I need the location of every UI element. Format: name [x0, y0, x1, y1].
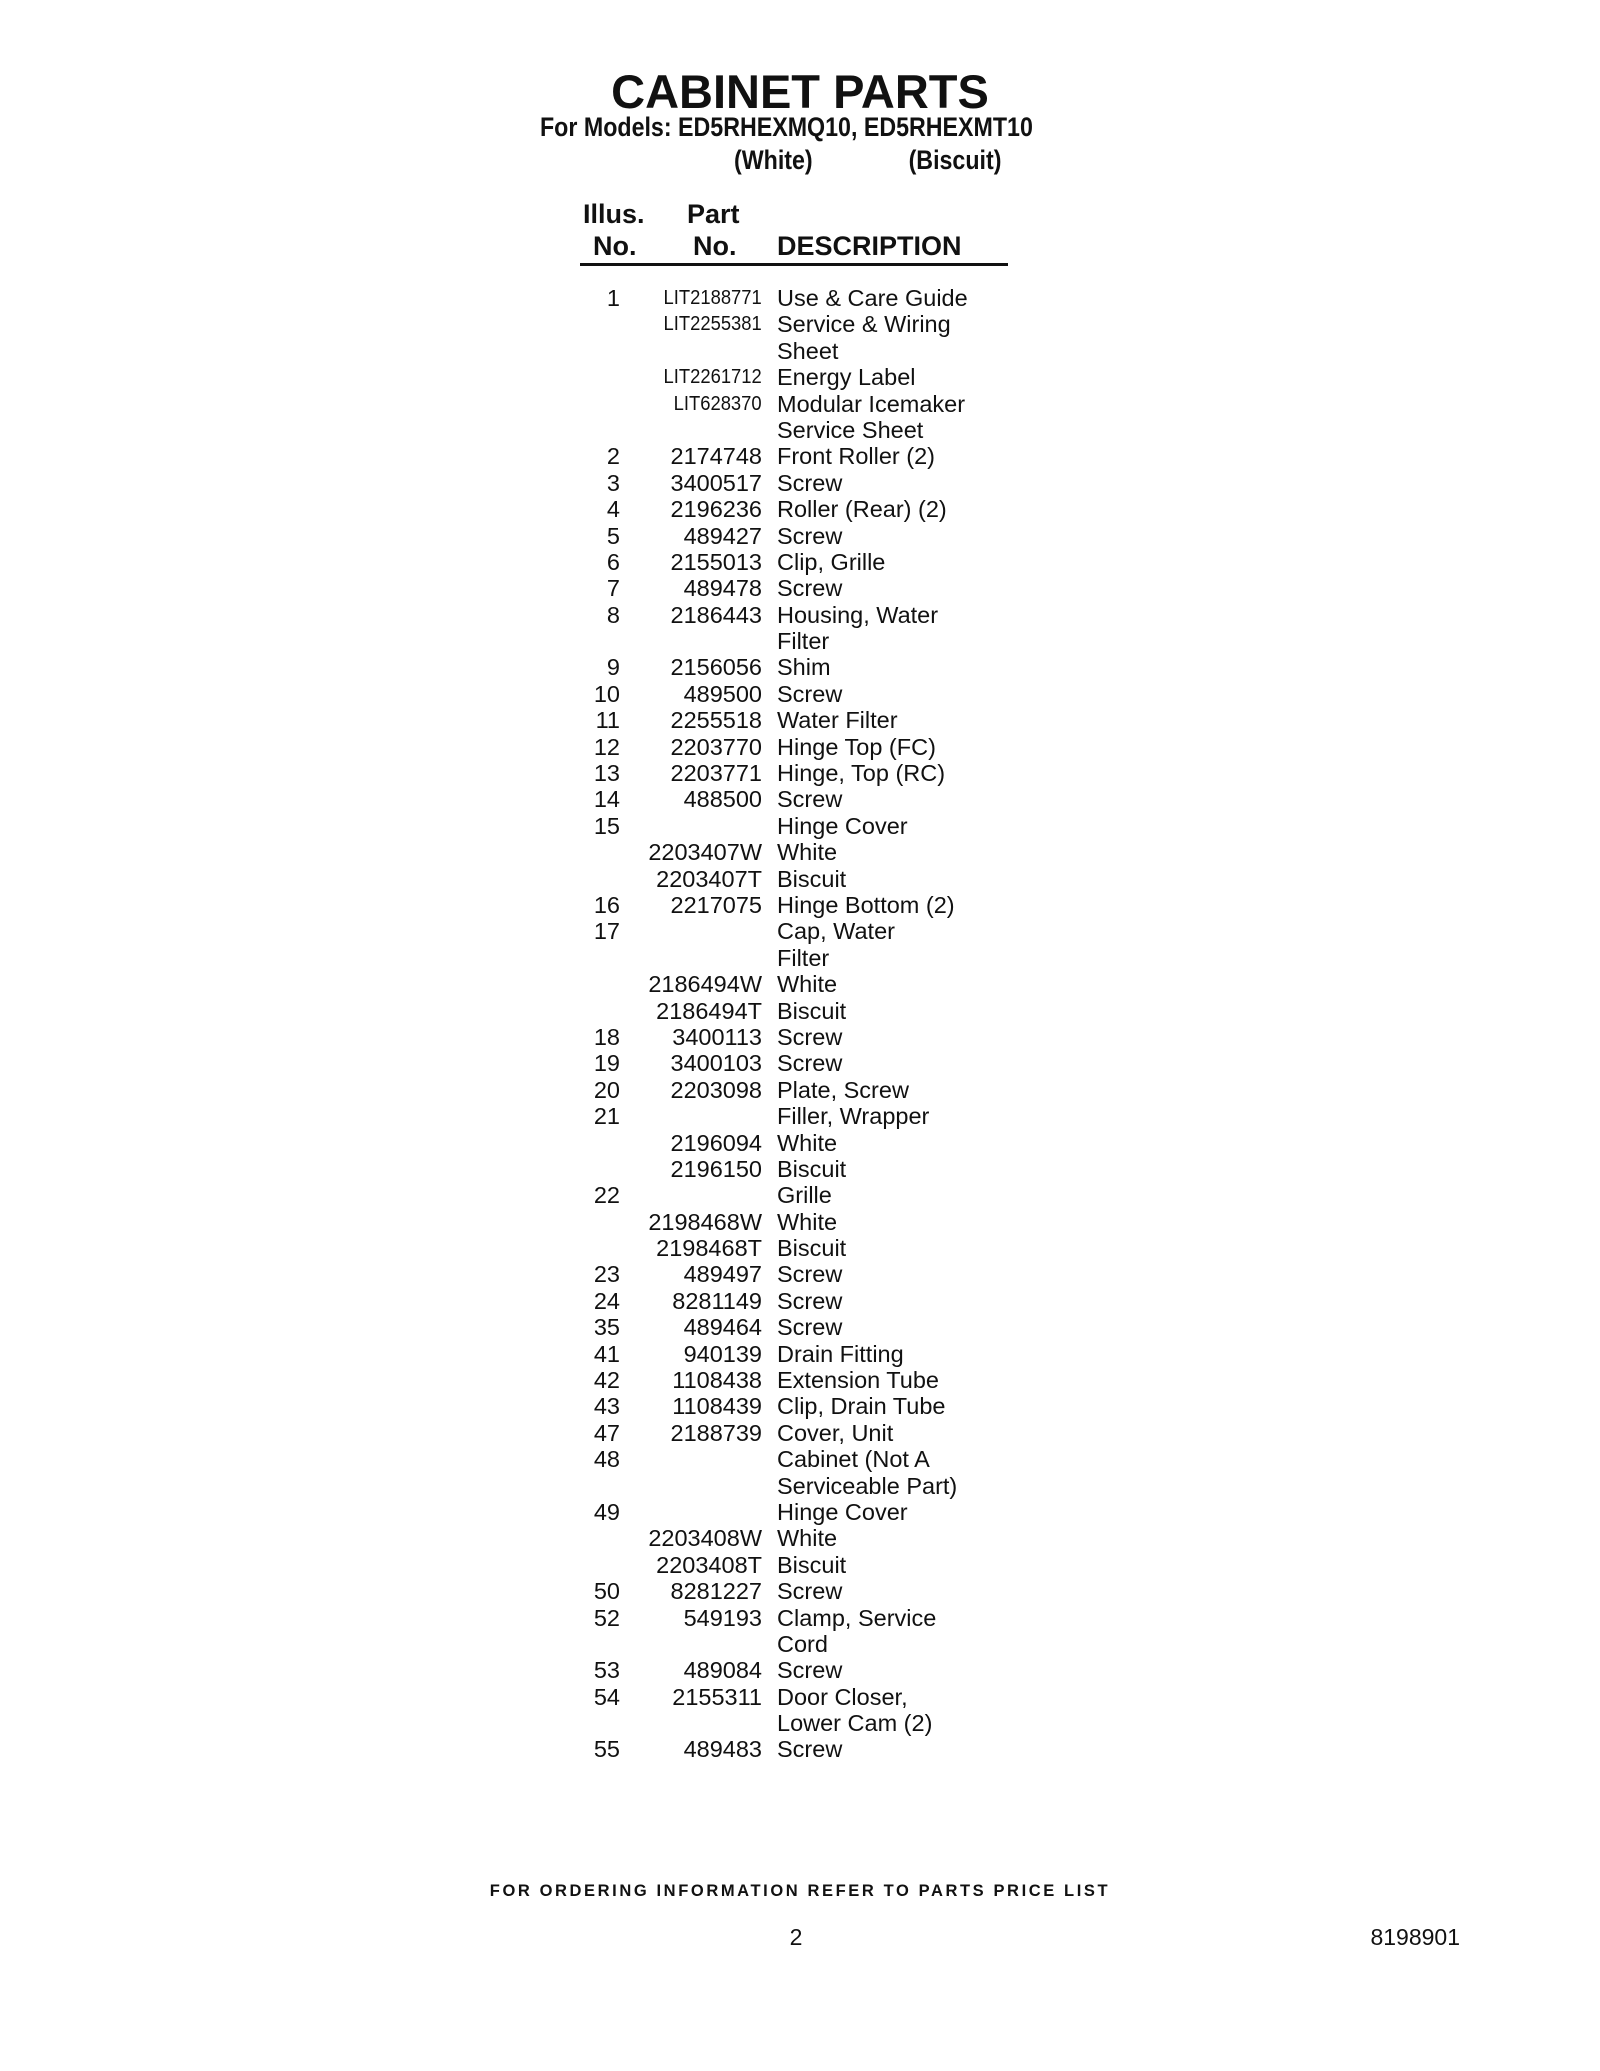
- part-description: Drain Fitting: [777, 1340, 904, 1367]
- part-description: Extension Tube: [777, 1367, 939, 1394]
- part-description: White: [777, 971, 838, 998]
- table-row: [0, 602, 1600, 628]
- header-rule: [580, 263, 1008, 266]
- part-description: Modular Icemaker: [777, 390, 966, 417]
- illus-number: 14: [593, 786, 620, 813]
- part-number: 2203770: [670, 733, 762, 760]
- table-row: [0, 1209, 1600, 1235]
- part-number: 2174748: [670, 443, 762, 470]
- part-description: Hinge Cover: [777, 1498, 908, 1525]
- header-part-line1: Part: [687, 199, 740, 229]
- part-description: Water Filter: [777, 707, 898, 734]
- part-number: 3400517: [670, 469, 762, 496]
- illus-number: 50: [593, 1578, 620, 1605]
- part-description: Screw: [777, 1050, 843, 1077]
- part-description: Screw: [777, 575, 843, 602]
- table-row: [0, 523, 1600, 549]
- table-row: [0, 391, 1600, 417]
- illus-number: 7: [606, 575, 620, 602]
- table-row: [0, 628, 1600, 654]
- table-row: [0, 945, 1600, 971]
- table-row: [0, 1525, 1600, 1551]
- illus-number: 3: [606, 469, 620, 496]
- part-description: Use & Care Guide: [777, 285, 968, 311]
- parts-table: [0, 285, 1600, 1763]
- table-row: [0, 654, 1600, 680]
- part-description: Clamp, Service: [777, 1604, 937, 1631]
- part-number: 2155013: [670, 548, 762, 575]
- header-illus-line1: Illus.: [583, 199, 645, 229]
- table-row: [0, 1420, 1600, 1446]
- table-row: [0, 971, 1600, 997]
- illus-number: 19: [593, 1050, 620, 1077]
- part-number: 489464: [683, 1314, 762, 1341]
- part-description: Sheet: [777, 337, 839, 364]
- part-description: Energy Label: [777, 364, 916, 391]
- table-row: [0, 839, 1600, 865]
- part-number: 489427: [683, 522, 762, 549]
- part-description: Clip, Grille: [777, 548, 886, 575]
- part-description: Screw: [777, 786, 843, 813]
- part-number: 2203098: [670, 1076, 762, 1103]
- table-row: [0, 311, 1600, 337]
- part-description: White: [777, 1129, 838, 1156]
- part-description: Cover, Unit: [777, 1419, 894, 1446]
- part-description: Screw: [777, 680, 843, 707]
- part-description: Screw: [777, 1287, 843, 1314]
- part-number: LIT2188771: [663, 287, 762, 309]
- part-number: 2203407W: [648, 839, 762, 866]
- part-description: Door Closer,: [777, 1683, 908, 1710]
- color-white-label: (White): [734, 145, 813, 175]
- document-number: 8198901: [1370, 1924, 1460, 1950]
- table-row: [0, 1024, 1600, 1050]
- illus-number: 6: [606, 548, 620, 575]
- table-row: [0, 364, 1600, 390]
- table-row: [0, 1499, 1600, 1525]
- illus-number: 8: [606, 601, 620, 628]
- part-number: 2203771: [670, 760, 762, 787]
- illus-number: 47: [593, 1419, 620, 1446]
- table-row: [0, 1552, 1600, 1578]
- illus-number: 13: [593, 760, 620, 787]
- model-colors: [734, 145, 1001, 176]
- table-row: [0, 1235, 1600, 1261]
- table-row: [0, 1314, 1600, 1340]
- part-number: 2198468W: [648, 1208, 762, 1235]
- table-row: [0, 1050, 1600, 1076]
- part-number: 8281149: [672, 1287, 762, 1314]
- table-row: [0, 1578, 1600, 1604]
- part-description: Plate, Screw: [777, 1076, 909, 1103]
- table-row: [0, 998, 1600, 1024]
- table-row: [0, 918, 1600, 944]
- table-row: [0, 1156, 1600, 1182]
- part-description: Serviceable Part): [777, 1472, 958, 1499]
- part-description: Screw: [777, 1578, 843, 1605]
- table-row: [0, 681, 1600, 707]
- part-description: Cap, Water: [777, 918, 895, 945]
- part-description: Clip, Drain Tube: [777, 1393, 946, 1420]
- illus-number: 48: [593, 1446, 620, 1473]
- part-description: Filter: [777, 944, 830, 971]
- illus-number: 10: [593, 680, 620, 707]
- table-row: [0, 549, 1600, 575]
- part-description: Screw: [777, 469, 843, 496]
- part-number: 1108439: [672, 1393, 762, 1420]
- table-row: [0, 1710, 1600, 1736]
- illus-number: 53: [593, 1657, 620, 1684]
- illus-number: 5: [606, 522, 620, 549]
- illus-number: 1: [606, 285, 620, 311]
- illus-number: 24: [593, 1287, 620, 1314]
- illus-number: 54: [593, 1683, 620, 1710]
- part-description: Shim: [777, 654, 831, 681]
- table-row: [0, 575, 1600, 601]
- part-number: 2186494T: [656, 997, 762, 1024]
- table-row: [0, 866, 1600, 892]
- table-row: [0, 760, 1600, 786]
- part-description: Housing, Water: [777, 601, 939, 628]
- illus-number: 15: [593, 812, 620, 839]
- table-row: [0, 443, 1600, 469]
- part-number: 3400103: [670, 1050, 762, 1077]
- illus-number: 4: [606, 496, 620, 523]
- table-row: [0, 786, 1600, 812]
- part-number: LIT2261712: [663, 366, 762, 389]
- part-description: Cabinet (Not A: [777, 1446, 930, 1473]
- table-row: [0, 1631, 1600, 1657]
- part-number: 2196094: [670, 1129, 762, 1156]
- part-number: 2198468T: [656, 1235, 762, 1262]
- table-row: [0, 734, 1600, 760]
- part-description: Biscuit: [777, 1551, 847, 1578]
- part-number: LIT2255381: [663, 313, 762, 336]
- illus-number: 55: [593, 1736, 620, 1763]
- part-number: 3400113: [672, 1023, 762, 1050]
- part-number: 489497: [683, 1261, 762, 1288]
- part-description: Hinge Top (FC): [777, 733, 936, 760]
- part-number: 2217075: [670, 891, 762, 918]
- table-row: [0, 707, 1600, 733]
- table-row: [0, 1657, 1600, 1683]
- table-row: [0, 338, 1600, 364]
- illus-number: 52: [593, 1604, 620, 1631]
- color-biscuit-label: (Biscuit): [908, 145, 1002, 175]
- part-description: Hinge Cover: [777, 812, 908, 839]
- table-row: [0, 892, 1600, 918]
- part-number: 2188739: [670, 1419, 762, 1446]
- part-description: Biscuit: [777, 1235, 847, 1262]
- table-row: [0, 285, 1600, 311]
- table-row: [0, 1605, 1600, 1631]
- part-description: Screw: [777, 1657, 843, 1684]
- part-description: White: [777, 1208, 838, 1235]
- table-row: [0, 1446, 1600, 1472]
- part-number: 1108438: [672, 1367, 762, 1394]
- part-description: Roller (Rear) (2): [777, 496, 947, 523]
- table-row: [0, 1103, 1600, 1129]
- table-row: [0, 470, 1600, 496]
- part-number: 2186443: [670, 601, 762, 628]
- table-row: [0, 1130, 1600, 1156]
- part-number: 489084: [683, 1657, 762, 1684]
- part-description: Filler, Wrapper: [777, 1103, 930, 1130]
- illus-number: 35: [593, 1314, 620, 1341]
- part-description: Screw: [777, 1261, 843, 1288]
- illus-number: 9: [606, 654, 620, 681]
- part-number: 488500: [683, 786, 762, 813]
- part-description: Screw: [777, 1736, 843, 1763]
- part-number: 2255518: [670, 707, 762, 734]
- table-row: [0, 1288, 1600, 1314]
- table-row: [0, 1341, 1600, 1367]
- page-title: CABINET PARTS: [611, 65, 989, 118]
- illus-number: 41: [593, 1340, 620, 1367]
- illus-number: 43: [593, 1393, 620, 1420]
- table-row: [0, 496, 1600, 522]
- part-description: Biscuit: [777, 997, 847, 1024]
- illus-number: 11: [595, 707, 620, 734]
- illus-number: 23: [593, 1261, 620, 1288]
- part-description: Service Sheet: [777, 416, 924, 443]
- illus-number: 12: [593, 733, 620, 760]
- part-number: 2196150: [670, 1155, 762, 1182]
- illus-number: 21: [593, 1103, 620, 1130]
- part-description: Front Roller (2): [777, 443, 936, 470]
- models-line: For Models: ED5RHEXMQ10, ED5RHEXMT10: [540, 112, 1033, 142]
- table-row: [0, 417, 1600, 443]
- illus-number: 49: [593, 1498, 620, 1525]
- table-row: [0, 813, 1600, 839]
- part-description: Screw: [777, 1314, 843, 1341]
- part-description: Hinge, Top (RC): [777, 760, 946, 787]
- header-illus-line2: No.: [593, 231, 637, 261]
- illus-number: 2: [606, 443, 620, 470]
- illus-number: 18: [593, 1023, 620, 1050]
- part-number: 8281227: [670, 1578, 762, 1605]
- part-description: Biscuit: [777, 865, 847, 892]
- ordering-note: FOR ORDERING INFORMATION REFER TO PARTS PRICE LIST: [489, 1882, 1111, 1900]
- part-description: Cord: [777, 1630, 828, 1657]
- part-number: 489500: [683, 680, 762, 707]
- part-description: Lower Cam (2): [777, 1710, 933, 1737]
- part-number: 2186494W: [648, 971, 762, 998]
- part-number: 2155311: [672, 1683, 762, 1710]
- part-description: Biscuit: [777, 1155, 847, 1182]
- part-number: 2203407T: [656, 865, 762, 892]
- part-description: Screw: [777, 1023, 843, 1050]
- part-number: 549193: [683, 1604, 762, 1631]
- part-number: 2203408W: [648, 1525, 762, 1552]
- part-description: Filter: [777, 628, 830, 655]
- table-row: [0, 1736, 1600, 1762]
- part-description: Grille: [777, 1182, 832, 1209]
- table-row: [0, 1077, 1600, 1103]
- table-row: [0, 1182, 1600, 1208]
- header-part-line2: No.: [693, 231, 737, 261]
- part-number: 940139: [683, 1340, 762, 1367]
- table-row: [0, 1393, 1600, 1419]
- part-number: 2156056: [670, 654, 762, 681]
- part-description: White: [777, 839, 838, 866]
- illus-number: 20: [593, 1076, 620, 1103]
- part-description: White: [777, 1525, 838, 1552]
- table-row: [0, 1684, 1600, 1710]
- part-number: LIT628370: [674, 392, 762, 415]
- illus-number: 22: [593, 1182, 620, 1209]
- header-description: DESCRIPTION: [777, 231, 962, 261]
- illus-number: 16: [593, 891, 620, 918]
- part-description: Service & Wiring: [777, 311, 951, 338]
- table-row: [0, 1367, 1600, 1393]
- illus-number: 42: [593, 1367, 620, 1394]
- part-description: Hinge Bottom (2): [777, 891, 955, 918]
- page-number: 2: [789, 1924, 803, 1950]
- table-row: [0, 1261, 1600, 1287]
- part-description: Screw: [777, 522, 843, 549]
- part-number: 489483: [683, 1736, 762, 1763]
- part-number: 489478: [683, 575, 762, 602]
- part-number: 2196236: [670, 496, 762, 523]
- part-number: 2203408T: [656, 1551, 762, 1578]
- table-row: [0, 1473, 1600, 1499]
- illus-number: 17: [593, 918, 620, 945]
